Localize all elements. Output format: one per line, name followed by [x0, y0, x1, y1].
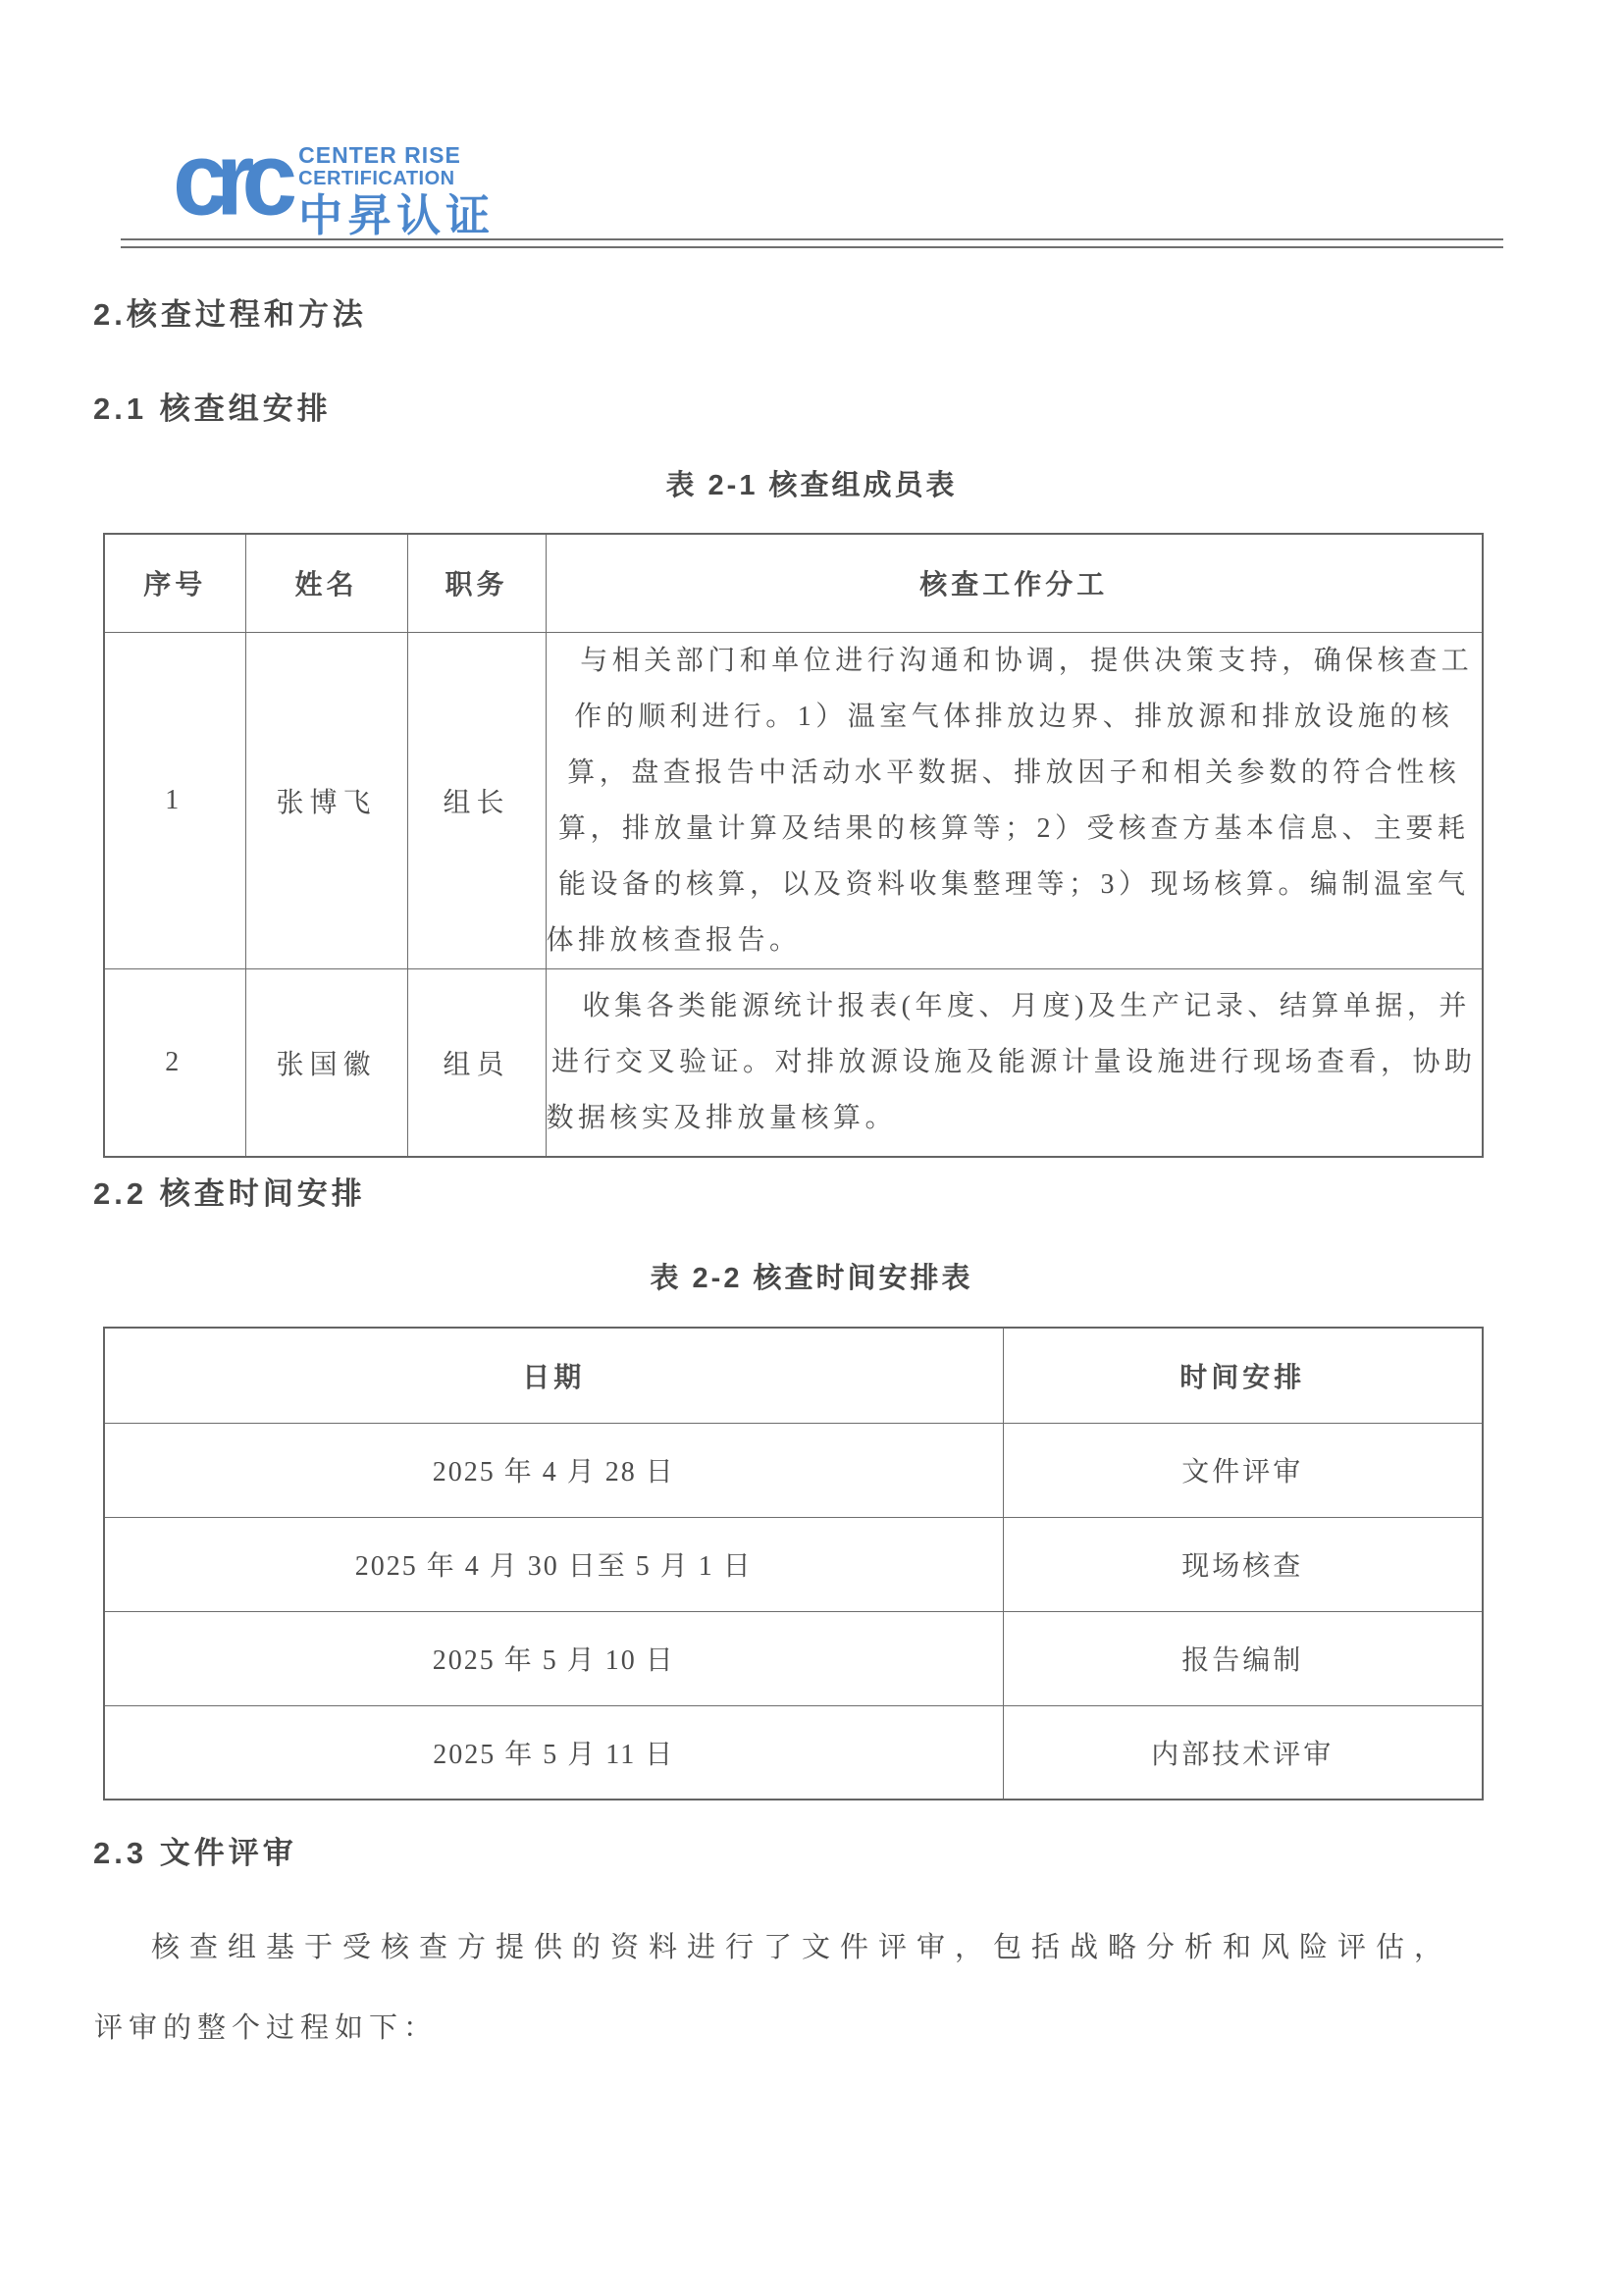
cell-name: 张博飞	[245, 632, 407, 968]
paragraph-2-3-line1: 核查组基于受核查方提供的资料进行了文件评审，包括战略分析和风险评估，	[151, 1932, 1453, 1963]
table2-header-row	[104, 1328, 1483, 1423]
table-row	[104, 1517, 1483, 1611]
cell-date: 2025 年 4 月 30 日至 5 月 1 日	[104, 1517, 1003, 1611]
table1-header-role: 职务	[407, 534, 546, 632]
cell-no: 1	[104, 632, 245, 968]
table-row	[104, 968, 1483, 1157]
cell-date: 2025 年 5 月 10 日	[104, 1611, 1003, 1705]
cell-stage: 内部技术评审	[1003, 1705, 1483, 1800]
cell-role: 组长	[407, 632, 546, 968]
logo-text	[298, 118, 495, 242]
cell-stage: 文件评审	[1003, 1423, 1483, 1517]
logo-line-chinese: 中昇认证	[298, 190, 496, 240]
crc-monogram-icon: crc	[173, 120, 286, 237]
table-row	[104, 1705, 1483, 1800]
verification-team-table	[103, 533, 1484, 1158]
table1-header-no: 序号	[104, 534, 245, 632]
table1-header-row	[104, 534, 1483, 632]
header-divider	[121, 238, 1503, 248]
table-row	[104, 1423, 1483, 1517]
cell-date: 2025 年 4 月 28 日	[104, 1423, 1003, 1517]
cell-no: 2	[104, 968, 245, 1157]
paragraph-2-3	[94, 1907, 1488, 2068]
logo-line-center-rise: CENTER RISE	[298, 142, 461, 168]
schedule-table	[103, 1327, 1484, 1800]
cell-role: 组员	[407, 968, 546, 1157]
table1-header-duty: 核查工作分工	[546, 534, 1483, 632]
cell-date: 2025 年 5 月 11 日	[104, 1705, 1003, 1800]
section-title-2-1: 2.1 核查组安排	[93, 391, 332, 426]
table2-title: 表 2-2 核查时间安排表	[650, 1263, 973, 1294]
cell-name: 张国徽	[245, 968, 407, 1157]
table2-header-schedule: 时间安排	[1003, 1328, 1483, 1423]
logo	[173, 118, 495, 242]
logo-line-certification: CERTIFICATION	[298, 168, 455, 189]
paragraph-2-3-line2: 评审的整个过程如下：	[94, 2012, 439, 2044]
table1-title: 表 2-1 核查组成员表	[665, 470, 958, 501]
section-title-2-2: 2.2 核查时间安排	[93, 1176, 366, 1211]
cell-stage: 报告编制	[1003, 1611, 1483, 1705]
cell-stage: 现场核查	[1003, 1517, 1483, 1611]
cell-duty: 收集各类能源统计报表(年度、月度)及生产记录、结算单据，并进行交叉验证。对排放源设施及能源计量设施进行现场查看，协助数据核实及排放量核算。	[546, 968, 1483, 1157]
section-title-2: 2.核查过程和方法	[93, 297, 367, 332]
cell-duty: 与相关部门和单位进行沟通和协调，提供决策支持，确保核查工作的顺利进行。1）温室气体排放边界、排放源和排放设施的核算，盘查报告中活动水平数据、排放因子和相关参数的符合性核算，排放量计算及结果的核算等；2）受核查方基本信息、主要耗能设备的核算，以及资料收集整理等；3）现场核算。编制温室气体排放核查报告。	[546, 632, 1483, 968]
section-title-2-3: 2.3 文件评审	[93, 1836, 297, 1870]
table1-header-name: 姓名	[245, 534, 407, 632]
table2-header-date: 日期	[104, 1328, 1003, 1423]
table-row	[104, 632, 1483, 968]
table-row	[104, 1611, 1483, 1705]
